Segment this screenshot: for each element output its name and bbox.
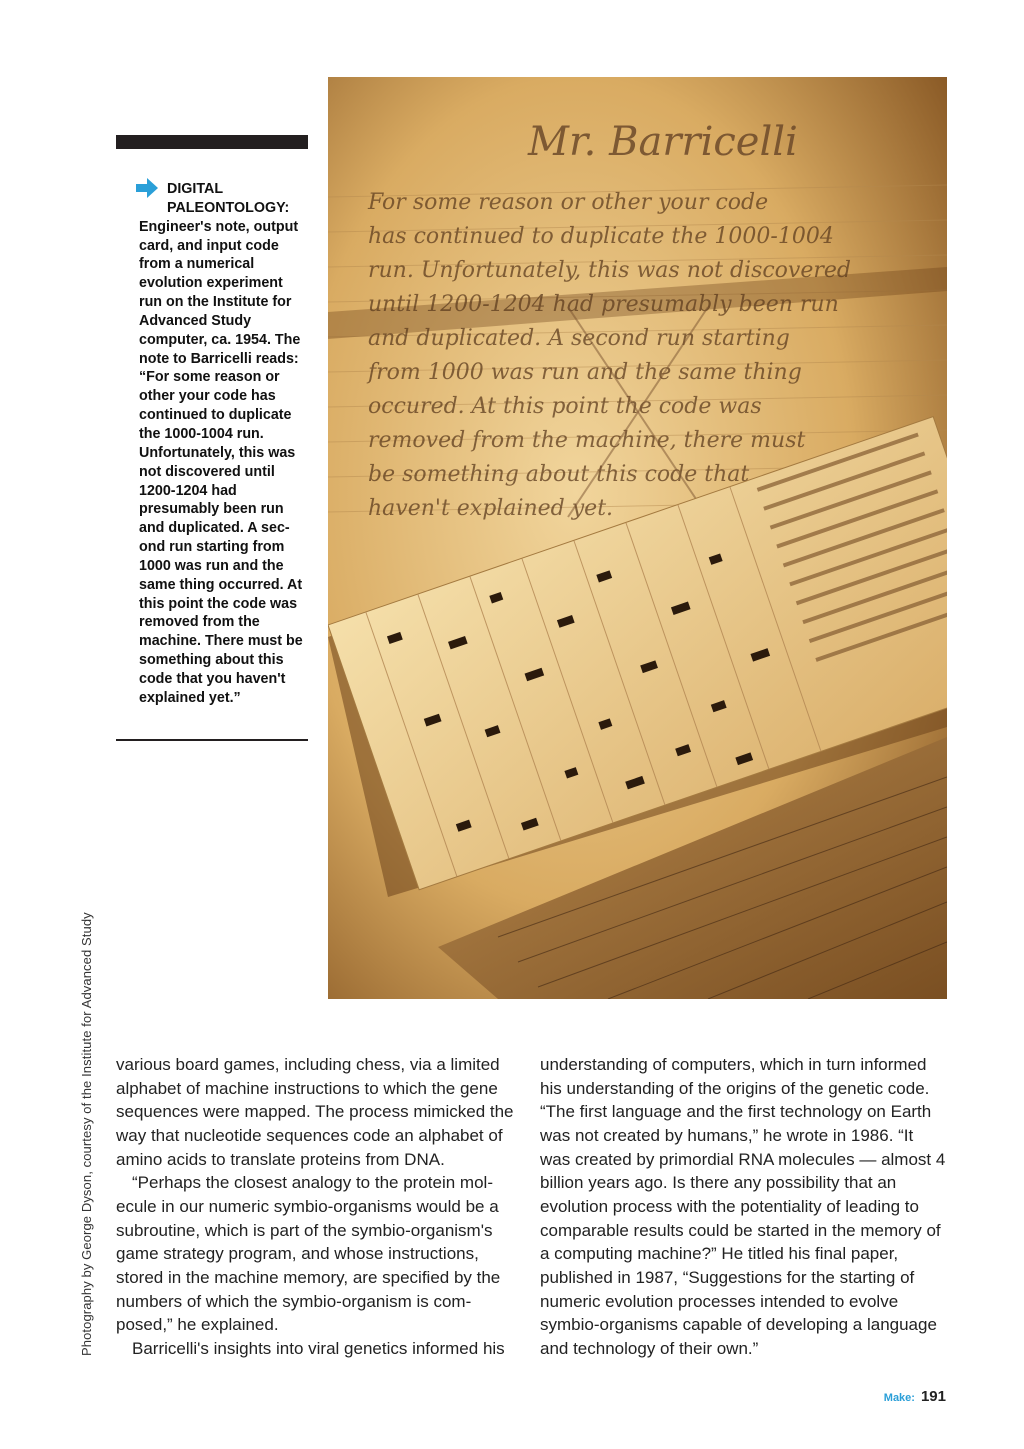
note-line: from 1000 was run and the same thing bbox=[368, 360, 802, 385]
note-line: occured. At this point the code was bbox=[368, 394, 762, 419]
photo-illustration bbox=[328, 77, 947, 999]
note-line: run. Unfortunately, this was not discovered bbox=[368, 258, 851, 283]
note-line: haven't explained yet. bbox=[368, 496, 614, 521]
note-line: removed from the machine, there must bbox=[368, 428, 806, 453]
note-line: until 1200-1204 had presumably been run bbox=[368, 292, 839, 317]
note-line: has continued to duplicate the 1000-1004 bbox=[368, 224, 834, 249]
note-line: be something about this code that bbox=[368, 462, 750, 487]
magazine-brand: Make: bbox=[883, 1392, 915, 1404]
body-column-left bbox=[116, 1053, 520, 1361]
sidebar-top-bar bbox=[116, 135, 308, 149]
page-footer bbox=[884, 1388, 946, 1405]
note-line: For some reason or other your code bbox=[368, 190, 769, 215]
body-column-right bbox=[540, 1053, 946, 1361]
page-number: 191 bbox=[920, 1388, 946, 1405]
note-line: and duplicated. A second run starting bbox=[368, 326, 790, 351]
sidebar-bottom-rule bbox=[116, 739, 308, 741]
caption-body: Engineer's note, output card, and input code from a numerical evolution experiment run on the Institute for Advanced Study computer, ca. 1954. The note to Barricelli reads: “For some reason or other your code has continued to duplicate the 1000-1004 run. Unfortunately, this was not discovered until 1200-1204 had presumably been run and duplicated. A sec-ond run starting from 1000 was run and the same thing occurred. At this point the code was removed from the machine. There must be something about this code that you haven't explained yet.” bbox=[139, 218, 303, 706]
photo-caption bbox=[139, 180, 309, 708]
note-heading: Mr. Barricelli bbox=[528, 119, 798, 165]
caption-lead: DIGITAL PALEONTOLOGY: bbox=[167, 181, 290, 216]
body-paragraph: various board games, including chess, via a limited alphabet of machine instructions to which the gene sequences were mapped. The process mimicked the way that nucleotide sequences code an alphabet of amino acids to translate proteins from DNA. bbox=[116, 1055, 514, 1169]
arrow-right-icon bbox=[135, 177, 159, 199]
body-paragraph: “Perhaps the closest analogy to the protein mol-ecule in our numeric symbio-organisms would be a subroutine, which is part of the symbio-organism's game strategy program, and whose instructions, stored in the machine memory, are specified by the numbers of which the symbio-organism is com-posed,” he explained. bbox=[116, 1173, 501, 1335]
body-paragraph: Barricelli's insights into viral genetics informed his bbox=[132, 1338, 505, 1358]
body-paragraph: understanding of computers, which in turn informed his understanding of the origins of the genetic code. “The first language and the first technology on Earth was not created by humans,” he wrote in 1986. “It was created by primordial RNA molecules — almost 4 billion years ago. Is there any possibility that an evolution process with the potentiality of leading to comparable results could be started in the memory of a computing machine?” He titled his final paper, published in 1987, “Suggestions for the starting of numeric evolution processes intended to evolve symbio-organisms capable of developing a language and technology of their own.” bbox=[540, 1055, 946, 1358]
archival-photo bbox=[328, 77, 947, 999]
photo-credit: Photography by George Dyson, courtesy of the Institute for Advanced Study bbox=[79, 912, 94, 1356]
